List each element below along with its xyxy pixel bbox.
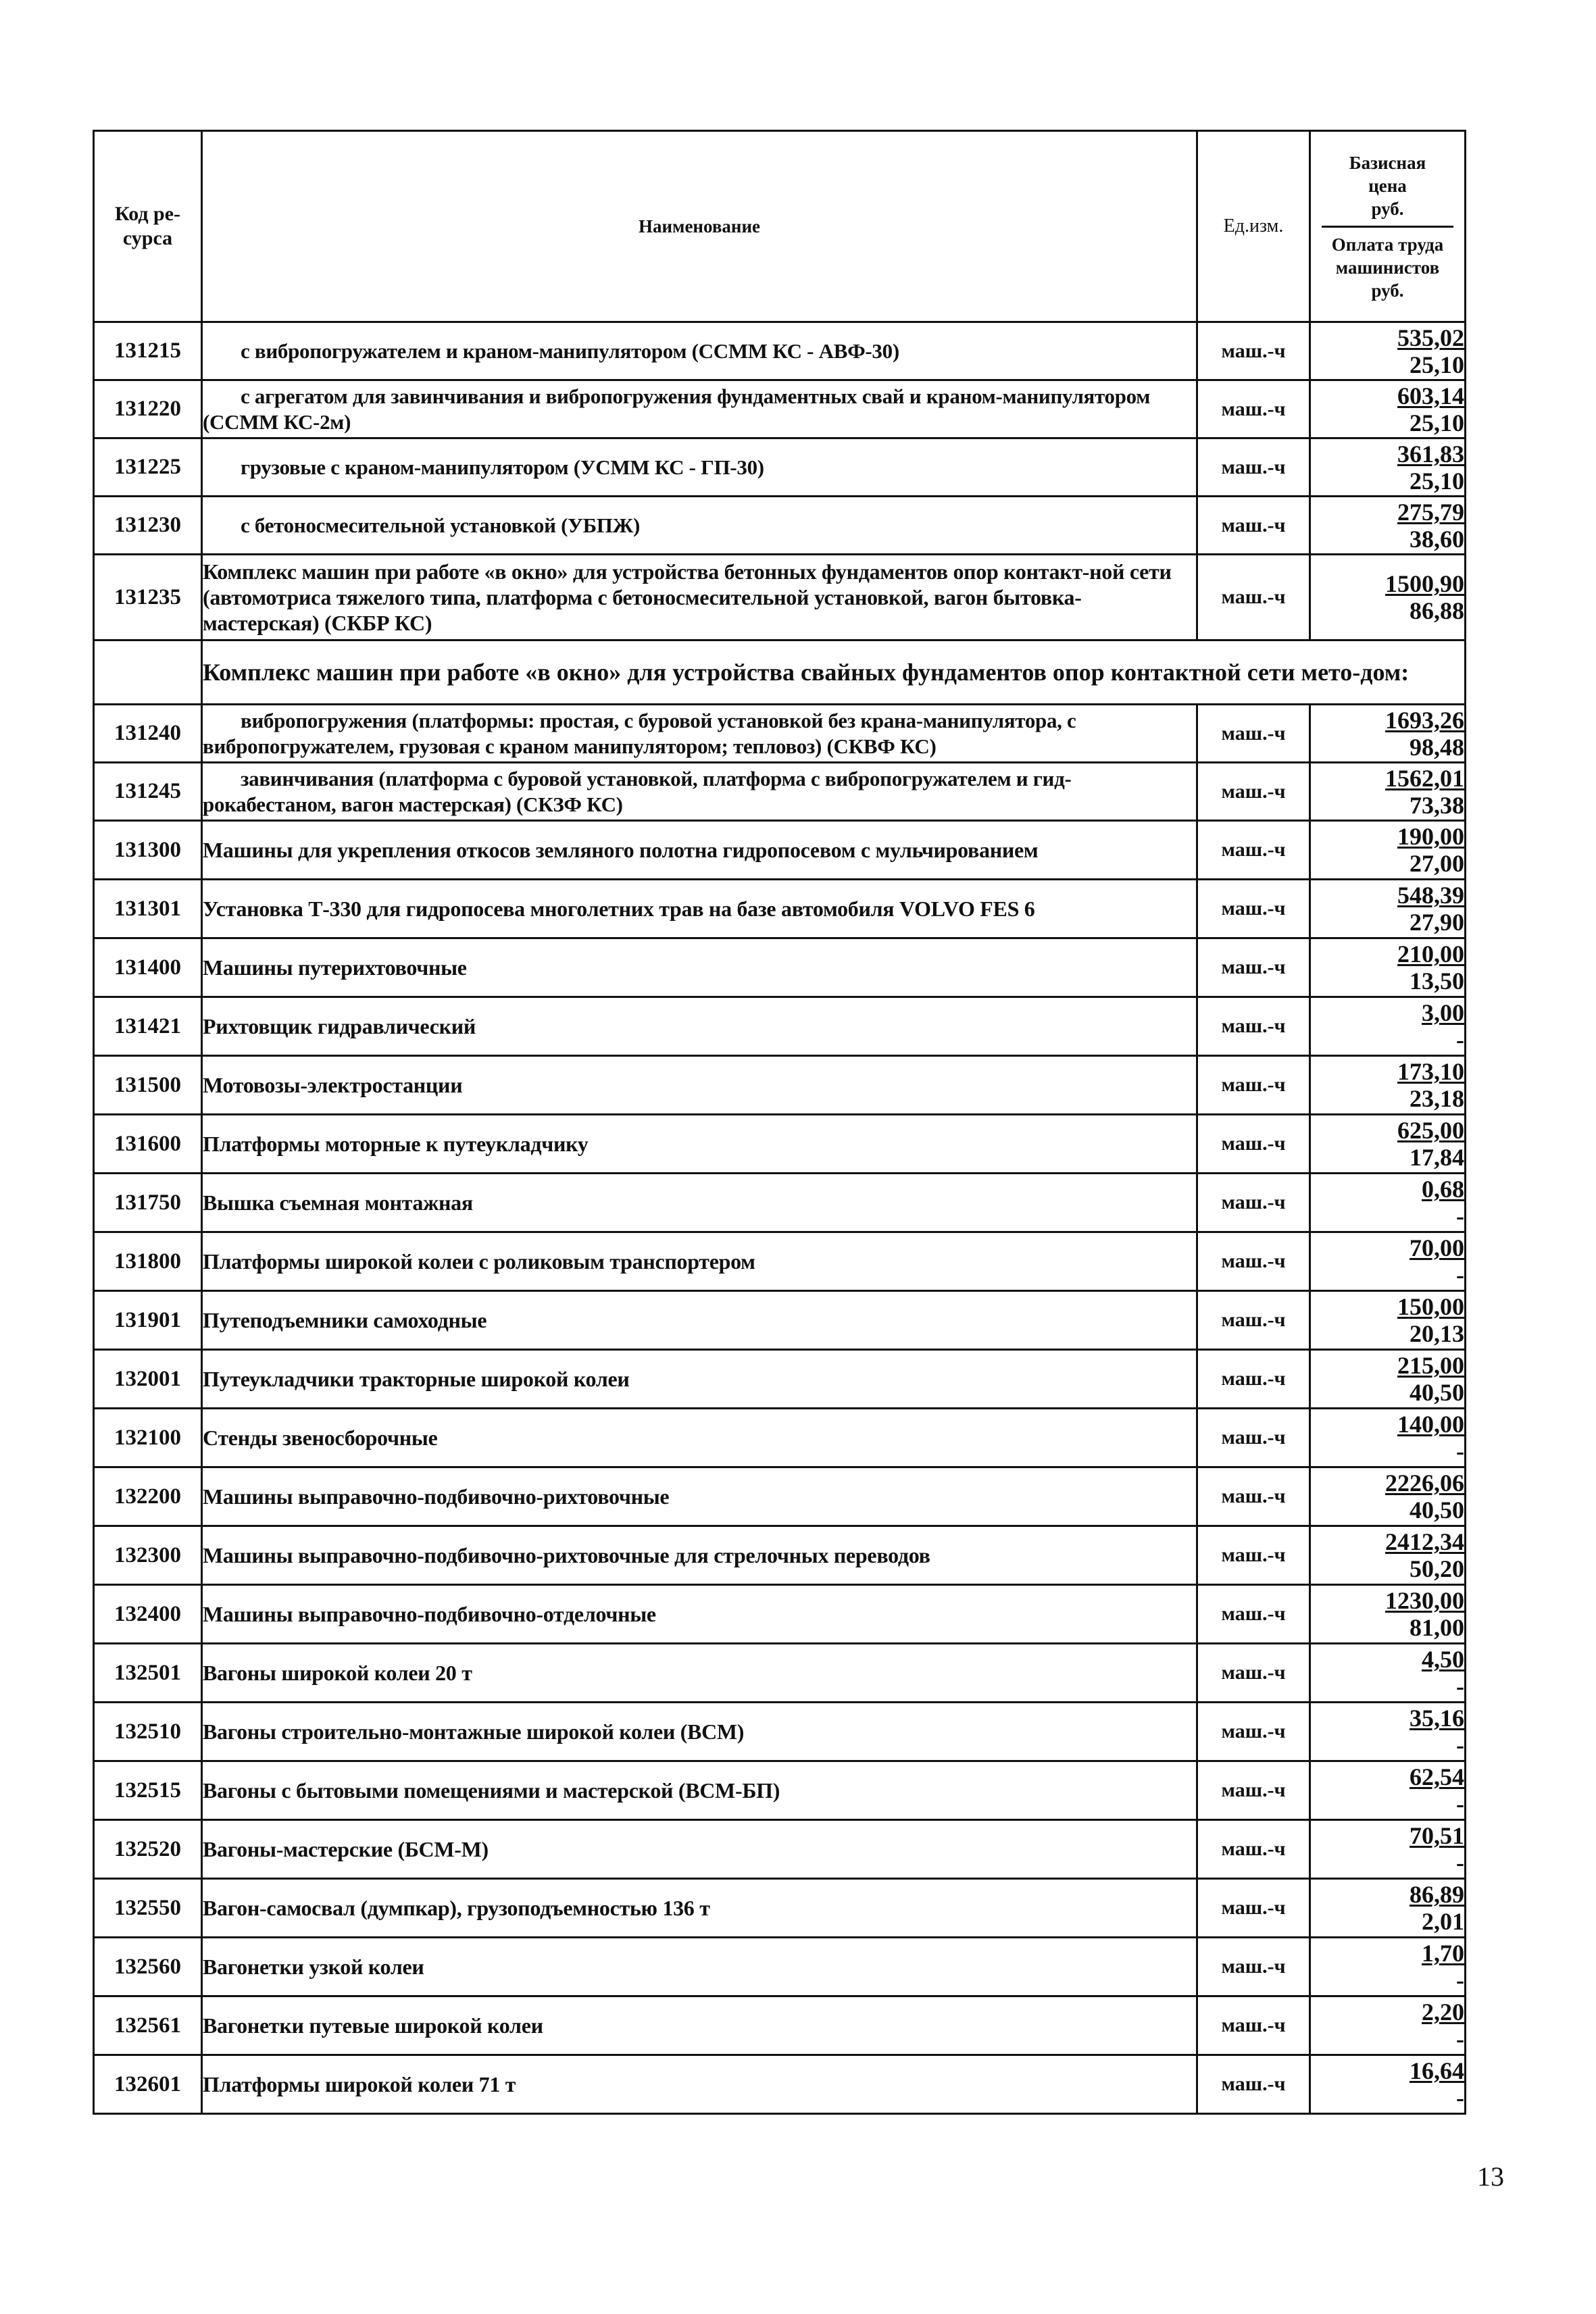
base-price: [1311, 499, 1464, 526]
resource-code: 131245: [94, 763, 202, 821]
labor-cost: 50,20: [1410, 1555, 1464, 1582]
header-resource-code: [94, 131, 202, 322]
table-row: [94, 1232, 1466, 1291]
labor-cost: 73,38: [1410, 791, 1464, 819]
price-cell: [1310, 438, 1466, 497]
unit-of-measure: маш.-ч: [1197, 1526, 1310, 1585]
table-row: [94, 322, 1466, 380]
base-price: [1311, 570, 1464, 597]
resource-code: 132601: [94, 2055, 202, 2114]
group-header-row: [94, 640, 1466, 705]
resource-name-text: Комплекс машин при работе «в окно» для устройства бетонных фундаментов опор контакт-ной сети (автомотриса тяжелого типа, платформа с бетоносмесительной установкой, вагон бытовка-мастерская) (СКБР КС): [203, 559, 1172, 635]
resource-name: [202, 821, 1197, 880]
resource-name: [202, 1879, 1197, 1938]
price-cell: [1310, 1761, 1466, 1820]
labor-cost: -: [1456, 1732, 1464, 1759]
resource-code: 131301: [94, 880, 202, 938]
price-cell: [1310, 555, 1466, 640]
resource-code: 131600: [94, 1115, 202, 1174]
base-price-value: 1693,26: [1385, 706, 1464, 734]
price-cell: [1310, 1703, 1466, 1761]
unit-of-measure: маш.-ч: [1197, 1174, 1310, 1232]
resource-code: 132550: [94, 1879, 202, 1938]
resource-name: [202, 1350, 1197, 1409]
header-base-price-line3: руб.: [1371, 198, 1404, 219]
resource-name: [202, 1644, 1197, 1703]
unit-of-measure: маш.-ч: [1197, 997, 1310, 1056]
header-labor-line2: машинистов: [1335, 257, 1440, 278]
base-price-value: 625,00: [1397, 1117, 1464, 1144]
base-price: [1311, 2057, 1464, 2084]
resource-code: 132100: [94, 1409, 202, 1467]
resource-name: [202, 2055, 1197, 2114]
base-price: [1311, 1587, 1464, 1614]
resource-code: 131215: [94, 322, 202, 380]
base-price: [1311, 1293, 1464, 1320]
base-price: [1311, 882, 1464, 909]
resource-name-text: Платформы широкой колеи с роликовым транспортером: [203, 1249, 755, 1274]
price-cell: [1310, 1526, 1466, 1585]
unit-of-measure: маш.-ч: [1197, 705, 1310, 763]
base-price-value: 0,68: [1422, 1176, 1464, 1203]
resource-code: 132200: [94, 1467, 202, 1526]
table-row: [94, 1996, 1466, 2055]
table-row: [94, 1056, 1466, 1115]
unit-of-measure: маш.-ч: [1197, 938, 1310, 997]
price-cell: [1310, 821, 1466, 880]
resource-name: [202, 1820, 1197, 1879]
resource-name-text: Путеподъемники самоходные: [203, 1308, 487, 1332]
resource-code: 131225: [94, 438, 202, 497]
resource-name: [202, 1232, 1197, 1291]
price-cell: [1310, 1820, 1466, 1879]
base-price: [1311, 382, 1464, 409]
resource-code: 132510: [94, 1703, 202, 1761]
base-price-value: 210,00: [1397, 940, 1464, 967]
price-cell: [1310, 763, 1466, 821]
labor-cost: -: [1456, 1673, 1464, 1700]
resource-name-text: Мотовозы-электростанции: [203, 1073, 463, 1097]
base-price-value: 3,00: [1422, 999, 1464, 1026]
table-row: [94, 1291, 1466, 1350]
resource-name-text: Путеукладчики тракторные широкой колеи: [203, 1367, 630, 1391]
labor-cost: -: [1456, 2026, 1464, 2053]
unit-of-measure: маш.-ч: [1197, 1644, 1310, 1703]
base-price: [1311, 1646, 1464, 1673]
unit-of-measure: маш.-ч: [1197, 1350, 1310, 1409]
base-price: [1311, 1881, 1464, 1908]
base-price-value: 70,00: [1410, 1234, 1464, 1261]
labor-cost: -: [1456, 1849, 1464, 1876]
base-price-value: 215,00: [1397, 1352, 1464, 1379]
price-cell: [1310, 938, 1466, 997]
price-cell: [1310, 2055, 1466, 2114]
base-price: [1311, 1469, 1464, 1496]
unit-of-measure: маш.-ч: [1197, 1291, 1310, 1350]
resource-code: 132501: [94, 1644, 202, 1703]
resource-name: [202, 938, 1197, 997]
table-header-row: [94, 131, 1466, 322]
resource-code: 131750: [94, 1174, 202, 1232]
unit-of-measure: маш.-ч: [1197, 880, 1310, 938]
unit-of-measure: маш.-ч: [1197, 438, 1310, 497]
price-cell: [1310, 1056, 1466, 1115]
price-cell: [1310, 1115, 1466, 1174]
header-labor-line1: Оплата труда: [1331, 234, 1444, 255]
table-body: [94, 322, 1466, 2114]
resource-name-text: Вагоны с бытовыми помещениями и мастерской (ВСМ-БП): [203, 1778, 780, 1803]
base-price-value: 62,54: [1410, 1763, 1464, 1790]
table-row: [94, 880, 1466, 938]
table-row: [94, 555, 1466, 640]
unit-of-measure: маш.-ч: [1197, 1585, 1310, 1644]
labor-cost: 81,00: [1410, 1614, 1464, 1641]
labor-cost: -: [1456, 1026, 1464, 1053]
resource-name-text: вибропогружения (платформы: простая, с буровой установкой без крана-манипулятора, с вибропогружателем, грузовая с краном манипулятором; тепловоз) (СКВФ КС): [203, 708, 1076, 758]
resource-name-text: завинчивания (платформа с буровой установкой, платформа с вибропогружателем и гид-рокабестаном, вагон мастерская) (СКЗФ КС): [203, 766, 1072, 816]
unit-of-measure: маш.-ч: [1197, 1409, 1310, 1467]
unit-of-measure: маш.-ч: [1197, 2055, 1310, 2114]
resource-name: [202, 322, 1197, 380]
resource-name-text: Вагоны строительно-монтажные широкой колеи (ВСМ): [203, 1719, 745, 1744]
resource-name-text: Вышка съемная монтажная: [203, 1190, 473, 1215]
resource-name: [202, 1938, 1197, 1996]
resource-name: [202, 1115, 1197, 1174]
base-price: [1311, 1940, 1464, 1967]
unit-of-measure: маш.-ч: [1197, 1879, 1310, 1938]
resource-code: 131235: [94, 555, 202, 640]
resource-name-text: Машины путерихтовочные: [203, 955, 467, 980]
unit-of-measure: маш.-ч: [1197, 1703, 1310, 1761]
price-cell: [1310, 497, 1466, 555]
unit-of-measure: маш.-ч: [1197, 322, 1310, 380]
resource-name-text: Установка Т-330 для гидропосева многолетних трав на базе автомобиля VOLVO FES 6: [203, 897, 1035, 921]
table-row: [94, 1703, 1466, 1761]
resource-name: [202, 705, 1197, 763]
resource-name: [202, 1291, 1197, 1350]
table-row: [94, 1585, 1466, 1644]
base-price-value: 2412,34: [1385, 1528, 1464, 1555]
resource-code: 132300: [94, 1526, 202, 1585]
base-price-value: 361,83: [1397, 440, 1464, 468]
resource-name-text: Вагонетки узкой колеи: [203, 1955, 424, 1979]
base-price: [1311, 1234, 1464, 1261]
resource-name-text: Платформы широкой колеи 71 т: [203, 2072, 516, 2096]
header-base-price-line2: цена: [1368, 175, 1407, 196]
table-row: [94, 938, 1466, 997]
price-cell: [1310, 380, 1466, 438]
labor-cost: 40,50: [1410, 1496, 1464, 1524]
resource-name: [202, 555, 1197, 640]
header-code-line2: сурса: [122, 227, 173, 249]
header-unit: Ед.изм.: [1197, 131, 1310, 322]
labor-cost: -: [1456, 1438, 1464, 1465]
base-price-value: 2,20: [1422, 1998, 1464, 2026]
base-price-value: 150,00: [1397, 1293, 1464, 1320]
base-price: [1311, 1117, 1464, 1144]
table-row: [94, 2055, 1466, 2114]
resource-name: [202, 1761, 1197, 1820]
resource-name: [202, 438, 1197, 497]
resource-name-text: Платформы моторные к путеукладчику: [203, 1132, 589, 1156]
resource-name: [202, 1174, 1197, 1232]
labor-cost: 23,18: [1410, 1085, 1464, 1112]
labor-cost: 27,00: [1410, 850, 1464, 877]
price-cell: [1310, 705, 1466, 763]
base-price-value: 16,64: [1410, 2057, 1464, 2084]
table-row: [94, 1820, 1466, 1879]
table-row: [94, 497, 1466, 555]
table-row: [94, 1174, 1466, 1232]
unit-of-measure: маш.-ч: [1197, 1232, 1310, 1291]
labor-cost: -: [1456, 1790, 1464, 1817]
base-price-value: 535,02: [1397, 324, 1464, 351]
base-price-value: 275,79: [1397, 498, 1464, 526]
resource-code: 131500: [94, 1056, 202, 1115]
resource-code: 131300: [94, 821, 202, 880]
unit-of-measure: маш.-ч: [1197, 1467, 1310, 1526]
price-cell: [1310, 1409, 1466, 1467]
base-price: [1311, 1176, 1464, 1203]
labor-cost: -: [1456, 1203, 1464, 1230]
table-row: [94, 1879, 1466, 1938]
resource-code: 131220: [94, 380, 202, 438]
base-price-value: 86,89: [1410, 1881, 1464, 1908]
labor-cost: 17,84: [1410, 1144, 1464, 1171]
resource-name-text: Вагоны широкой колеи 20 т: [203, 1661, 472, 1685]
resource-code: 131240: [94, 705, 202, 763]
base-price: [1311, 1705, 1464, 1732]
table-row: [94, 1350, 1466, 1409]
resource-name-text: Машины выправочно-подбивочно-рихтовочные для стрелочных переводов: [203, 1543, 930, 1567]
unit-of-measure: маш.-ч: [1197, 1056, 1310, 1115]
resource-code: 131800: [94, 1232, 202, 1291]
group-title: Комплекс машин при работе «в окно» для устройства свайных фундаментов опор контактной сети мето-дом:: [202, 640, 1466, 705]
table-row: [94, 1526, 1466, 1585]
table-row: [94, 1409, 1466, 1467]
unit-of-measure: маш.-ч: [1197, 1996, 1310, 2055]
labor-cost: 38,60: [1410, 525, 1464, 553]
base-price: [1311, 1822, 1464, 1849]
labor-cost: 86,88: [1410, 597, 1464, 624]
price-cell: [1310, 1467, 1466, 1526]
base-price-value: 190,00: [1397, 823, 1464, 850]
header-base-price-line1: Базисная: [1349, 152, 1426, 173]
resource-name: [202, 1409, 1197, 1467]
resource-name-text: с агрегатом для завинчивания и вибропогружения фундаментных свай и краном-манипулятором (ССММ КС-2м): [203, 384, 1151, 434]
labor-cost: -: [1456, 2084, 1464, 2111]
unit-of-measure: маш.-ч: [1197, 821, 1310, 880]
table-row: [94, 1938, 1466, 1996]
base-price-value: 1230,00: [1385, 1587, 1464, 1614]
resource-name: [202, 1056, 1197, 1115]
price-cell: [1310, 1350, 1466, 1409]
labor-cost: 27,90: [1410, 909, 1464, 936]
labor-cost: 98,48: [1410, 733, 1464, 761]
table-row: [94, 1467, 1466, 1526]
base-price-value: 35,16: [1410, 1705, 1464, 1732]
base-price: [1311, 999, 1464, 1026]
resource-code: 131421: [94, 997, 202, 1056]
resource-name: [202, 1703, 1197, 1761]
base-price-value: 548,39: [1397, 882, 1464, 909]
unit-of-measure: маш.-ч: [1197, 1761, 1310, 1820]
resource-name: [202, 497, 1197, 555]
table-row: [94, 763, 1466, 821]
resource-name-text: Вагоны-мастерские (БСМ-М): [203, 1837, 489, 1861]
base-price-value: 1,70: [1422, 1940, 1464, 1967]
header-base-price: [1311, 151, 1464, 226]
base-price: [1311, 707, 1464, 734]
table-row: [94, 705, 1466, 763]
base-price: [1311, 1058, 1464, 1085]
unit-of-measure: маш.-ч: [1197, 763, 1310, 821]
base-price-value: 4,50: [1422, 1646, 1464, 1673]
resource-name-text: Машины для укрепления откосов земляного полотна гидропосевом с мульчированием: [203, 838, 1039, 862]
base-price-value: 140,00: [1397, 1411, 1464, 1438]
base-price-value: 70,51: [1410, 1822, 1464, 1849]
base-price: [1311, 441, 1464, 468]
header-code-line1: Код ре-: [114, 203, 181, 225]
labor-cost: 25,10: [1410, 351, 1464, 378]
labor-cost: 20,13: [1410, 1320, 1464, 1347]
base-price-value: 173,10: [1397, 1058, 1464, 1085]
price-cell: [1310, 1232, 1466, 1291]
header-name: Наименование: [202, 131, 1197, 322]
resource-name: [202, 880, 1197, 938]
base-price: [1311, 1998, 1464, 2026]
base-price: [1311, 823, 1464, 850]
table-row: [94, 821, 1466, 880]
base-price: [1311, 1528, 1464, 1555]
base-price-value: 2226,06: [1385, 1469, 1464, 1496]
resource-name-text: Машины выправочно-подбивочно-отделочные: [203, 1602, 656, 1626]
resource-name: [202, 997, 1197, 1056]
base-price-value: 1562,01: [1385, 764, 1464, 792]
resource-code: 132515: [94, 1761, 202, 1820]
resource-name: [202, 763, 1197, 821]
labor-cost: -: [1456, 1261, 1464, 1288]
unit-of-measure: маш.-ч: [1197, 1820, 1310, 1879]
labor-cost: 40,50: [1410, 1379, 1464, 1406]
labor-cost: 2,01: [1422, 1908, 1464, 1935]
resource-code: 132400: [94, 1585, 202, 1644]
table-row: [94, 380, 1466, 438]
base-price: [1311, 1352, 1464, 1379]
table-row: [94, 438, 1466, 497]
table-row: [94, 1644, 1466, 1703]
resource-code: 131400: [94, 938, 202, 997]
price-cell: [1310, 1879, 1466, 1938]
price-cell: [1310, 1585, 1466, 1644]
base-price-value: 1500,90: [1385, 570, 1464, 597]
base-price: [1311, 765, 1464, 792]
header-price: [1310, 131, 1466, 322]
resource-name-text: Вагон-самосвал (думпкар), грузоподъемностью 136 т: [203, 1896, 710, 1920]
resource-name-text: Стенды звеносборочные: [203, 1426, 438, 1450]
resource-name: [202, 1467, 1197, 1526]
resource-name: [202, 380, 1197, 438]
table-row: [94, 997, 1466, 1056]
base-price: [1311, 1763, 1464, 1790]
table-row: [94, 1761, 1466, 1820]
price-cell: [1310, 1996, 1466, 2055]
resource-name-text: с вибропогружателем и краном-манипулятором (ССММ КС - АВФ-30): [241, 338, 899, 363]
base-price: [1311, 940, 1464, 967]
price-cell: [1310, 1174, 1466, 1232]
labor-cost: -: [1456, 1967, 1464, 1994]
price-cell: [1310, 997, 1466, 1056]
resource-name-text: Машины выправочно-подбивочно-рихтовочные: [203, 1484, 670, 1509]
resource-code: 132001: [94, 1350, 202, 1409]
resource-price-table: [93, 130, 1466, 2115]
base-price: [1311, 324, 1464, 351]
labor-cost: 13,50: [1410, 967, 1464, 995]
price-cell: [1310, 322, 1466, 380]
price-cell: [1310, 880, 1466, 938]
resource-name-text: Рихтовщик гидравлический: [203, 1014, 476, 1038]
resource-code: 131230: [94, 497, 202, 555]
table-row: [94, 1115, 1466, 1174]
resource-name-text: грузовые с краном-манипулятором (УСММ КС - ГП-30): [241, 455, 764, 479]
base-price-value: 603,14: [1397, 382, 1464, 409]
resource-code: 132520: [94, 1820, 202, 1879]
resource-name-text: Вагонетки путевые широкой колеи: [203, 2013, 543, 2038]
resource-code-empty: [94, 640, 202, 705]
header-labor-cost: [1311, 228, 1464, 302]
unit-of-measure: маш.-ч: [1197, 1115, 1310, 1174]
resource-code: 132560: [94, 1938, 202, 1996]
resource-code: 132561: [94, 1996, 202, 2055]
labor-cost: 25,10: [1410, 409, 1464, 436]
resource-name: [202, 1585, 1197, 1644]
header-labor-line3: руб.: [1371, 280, 1404, 301]
resource-name: [202, 1996, 1197, 2055]
unit-of-measure: маш.-ч: [1197, 1938, 1310, 1996]
page-number: 13: [1477, 2161, 1504, 2192]
labor-cost: 25,10: [1410, 467, 1464, 495]
unit-of-measure: маш.-ч: [1197, 555, 1310, 640]
unit-of-measure: маш.-ч: [1197, 380, 1310, 438]
resource-name-text: с бетоносмесительной установкой (УБПЖ): [241, 513, 640, 537]
price-cell: [1310, 1938, 1466, 1996]
unit-of-measure: маш.-ч: [1197, 497, 1310, 555]
price-cell: [1310, 1291, 1466, 1350]
resource-code: 131901: [94, 1291, 202, 1350]
resource-name: [202, 1526, 1197, 1585]
base-price: [1311, 1411, 1464, 1438]
price-cell: [1310, 1644, 1466, 1703]
